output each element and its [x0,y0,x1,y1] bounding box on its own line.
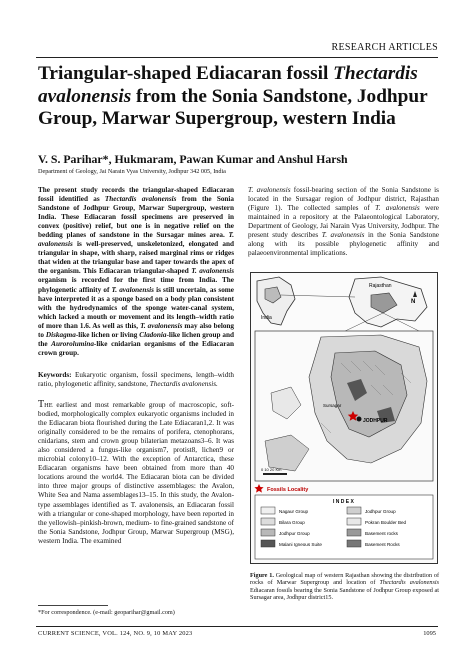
map-legend [255,495,433,559]
author-list: V. S. Parihar*, Hukmaram, Pawan Kumar and Anshul Harsh [38,152,348,166]
abstract-text: -like lichen or living [75,330,140,339]
abstract-italic: T. avalonensis [140,321,183,330]
body-paragraph [38,400,234,546]
scale-label: 0 10 20 Km [261,467,282,472]
drop-cap: T [38,398,45,410]
jodhpur-marker [357,417,362,422]
caption-text: Geological map of western Rajasthan showing the distribution of rocks of Marwar Supergroup and location of [250,572,439,587]
caption-text: Ediacaran fossils bearing the Sonia Sandstone of Jodhpur Group exposed at Sursagar area, Jodhpur district15. [250,586,439,602]
right-text: were maintained in a repository at the Palaeontological Laboratory, Department of Geology, Jai Narain Vyas University, Jodhpur. The present study describes [248,204,439,240]
legend-item: Basement rocks [365,531,398,536]
fossils-locality-key [254,484,309,493]
abstract-text: may also belong to [38,321,234,339]
journal-citation: CURRENT SCIENCE, VOL. 124, NO. 9, 10 MAY 2023 [38,630,193,637]
abstract [38,186,234,358]
right-paragraph [248,186,439,258]
rajasthan-inset [349,277,427,327]
legend-item: Malani Igneous Suite [279,542,322,547]
footnote-rule [38,605,108,606]
jodhpur-label: JODHPUR [363,418,388,424]
fossils-locality-label: Fossils Locality [267,487,309,493]
abstract-text: -like lichen group and the [38,330,234,348]
keywords-italic: Thectardis avalonensis. [149,379,218,388]
legend-title: I N D E X [333,499,354,505]
footer-rule [36,626,438,627]
india-label: India [261,315,272,321]
right-text: fossil-bearing section of the Sonia Sandstone is located in the Sursagar region of Jodhpur district, Rajasthan (Figure 1). The collected samples of [248,186,439,213]
legend-item: Jodhpur Group [365,509,396,514]
north-arrow-label: N [411,299,416,305]
caption-label: Figure 1. [250,572,274,579]
keywords [38,371,234,389]
right-column [248,186,439,258]
rajasthan-label: Rajasthan [369,283,392,289]
abstract-text: from the Sonia Sandstone of Jodhpur Group, Marwar Supergroup, western India. These Ediacaran fossil specimens are preserved in convex (positive) relief, but one is in negative relief on the bedding planes of sandstone in the Sursagar mines area. [38,195,234,240]
title-part2: from the Sonia Sandstone, Jodhpur Group, Marwar Supergroup, western India [38,85,428,129]
body-text: earliest and most remarkable group of macroscopic, soft-bodied, morphologically complex eukaryotic organisms included in the Ediacaran biota flourished during the Late Ediacaran1,2. It was originally considered to be the remains of porifera, ctenophorans, cnidarians, stem and crown group bilaterian metazoans3–6. It was also considered a fungus-like organism7, protist8, lichen9 or microbial colony10–12. With the exception of Antarctica, these Ediacaran organisms have been obtained from more than 40 locations around the world4. The Ediacaran biota can be divided into three major groups of distinctive assemblages: the Avalon, White Sea and Nama assemblages13–15. In this study, the Avalon-type assemblages identified as T. avalonensis, an Ediacaran fossil with a triangular or cone-shaped morphology, have been reported in the yellowish–pinkish-brown, medium- to fine-grained sandstone of the Sonia Sandstone, Jodhpur Group, Marwar Supergroup (MSG), western India. The examined [38,400,234,545]
figure-geological-map [250,272,438,564]
title-part1: Triangular-shaped Ediacaran fossil [38,63,334,84]
right-text: in the Sonia Sandstone along with its possible phylogenetic affinity and palaeoenvironmental implications. [248,231,439,258]
species-italic: T. avalonensis [375,204,420,213]
article-title [38,63,440,131]
species-italic: T. avalonensis [248,186,291,194]
abstract-italic: Diskagma [45,330,76,339]
affiliation: Department of Geology, Jai Narain Vyas University, Jodhpur 342 005, India [38,168,226,175]
correspondence-footnote: *For correspondence. (e-mail: geoparihar@gmail.com) [38,609,175,616]
keywords-label: Keywords: [38,370,72,379]
india-inset [257,277,295,325]
main-map [255,331,433,481]
abstract-italic: T. avalonensis [38,231,234,249]
abstract-italic: Thectardis avalonensis [104,195,177,204]
caption-italic: Thectardis avalonensis [379,579,439,587]
abstract-text: is still uncertain, as some have interpreted it as a sponge based on a body plan consistent with the hydrodynamics of the sponge water-canal system, which lacked a mouth or movement and its length–width ratio of more than 1.6. As well as this, [38,285,234,330]
abstract-text: is well-preserved, unskeletonized, elongated and triangular in shape, with sharp, raised marginal rims or ridges that widen at the triangular base and taper towards the apex of the organism. This Ediacaran triangular-shaped [38,240,234,276]
legend-item: Jodhpur Group [279,531,310,536]
abstract-text: organism is recorded for the first time from India. The phylogenetic affinity of [38,276,234,294]
map-svg [251,273,437,563]
sursagar-label: Sursagar [323,403,342,408]
abstract-text: -like cnidarian organisms of the Ediacaran crown group. [38,339,234,357]
figure-caption [250,572,439,602]
abstract-italic: T. avalonensis [111,285,154,294]
legend-item: Bilara Group [279,520,305,525]
abstract-italic: Cladonia [139,330,167,339]
intro-smallcaps: HE [44,401,53,409]
species-italic: T. avalonensis [321,231,365,240]
fossil-key-star-icon [254,484,263,493]
abstract-italic: Aurorolumina [51,339,94,348]
title-species: Thectardis avalonensis [38,63,418,107]
left-column [38,186,234,546]
header-rule [36,57,438,58]
scale-bar [263,473,287,475]
legend-item: Nagaur Group [279,509,309,514]
abstract-italic: T. avalonensis [191,267,234,276]
section-label: RESEARCH ARTICLES [331,42,438,53]
keywords-text: Eukaryotic organism, fossil specimens, length–width ratio, phylogenetic affinity, sandstone, [38,370,234,388]
legend-item: Pokran Boulder Bed [365,520,407,525]
page-number: 1095 [423,630,436,637]
abstract-text: The present study records the triangular-shaped Ediacaran fossil identified as [38,186,234,204]
legend-item: Basement Rocks [365,542,400,547]
